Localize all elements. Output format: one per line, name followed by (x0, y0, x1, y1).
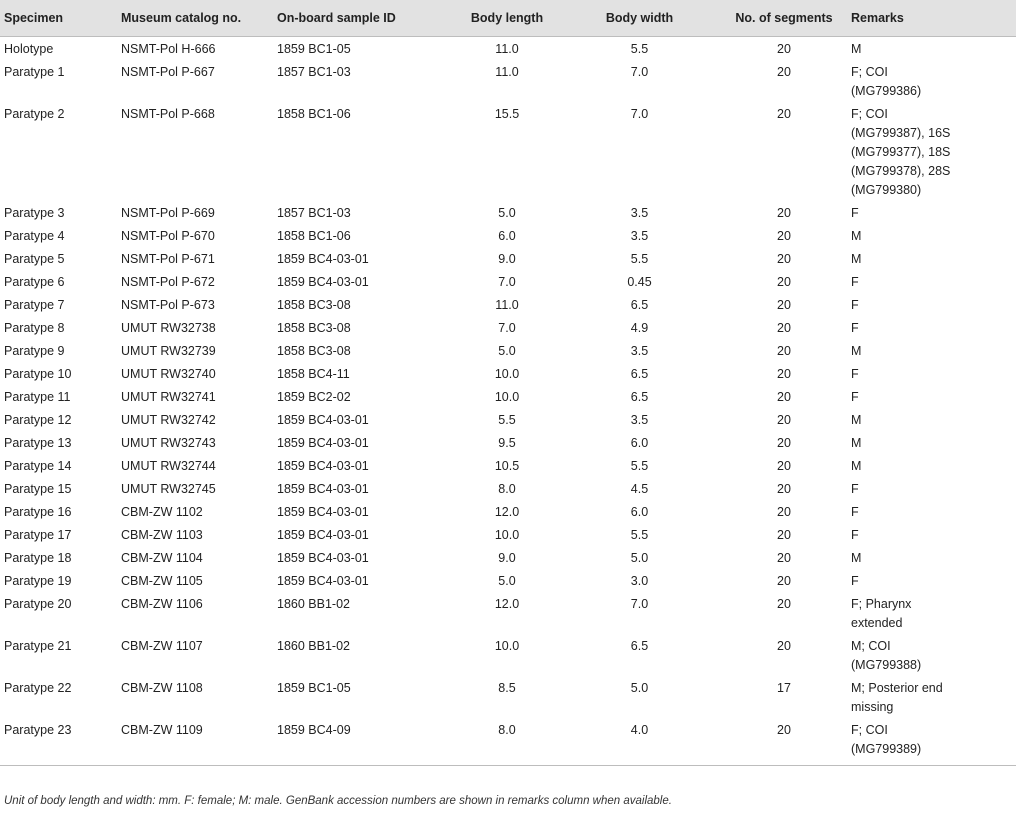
cell-sample-id: 1858 BC1-06 (277, 229, 351, 243)
header-sample-id: On-board sample ID (277, 0, 452, 37)
cell-body-length: 8.0 (498, 482, 516, 496)
cell-sample-id: 1859 BC4-03-01 (277, 482, 369, 496)
cell-sample-id: 1859 BC4-09 (277, 719, 452, 766)
table-row (0, 386, 1016, 409)
cell-segments: 20 (777, 42, 791, 56)
cell-body-length: 12.0 (494, 505, 520, 519)
cell-specimen: Holotype (4, 42, 54, 56)
cell-sample-id: 1860 BB1-02 (277, 597, 350, 611)
header-museum-catalog: Museum catalog no. (121, 0, 277, 37)
cell-remarks: F (851, 574, 859, 588)
cell-remarks: M (851, 413, 862, 427)
cell-remarks: F (851, 275, 859, 289)
cell-body-length: 10.0 (494, 367, 520, 381)
header-segments: No. of segments (717, 0, 851, 37)
table-row (0, 202, 1016, 225)
cell-segments: 17 (777, 681, 791, 695)
cell-sample-id: 1859 BC4-03-01 (277, 275, 369, 289)
cell-specimen: Paratype 14 (4, 459, 72, 473)
table-row (0, 225, 1016, 248)
cell-body-length: 5.0 (498, 344, 516, 358)
cell-body-width: 5.5 (630, 528, 649, 542)
cell-segments: 20 (777, 413, 791, 427)
cell-body-width: 5.0 (630, 681, 649, 695)
cell-remarks: F (851, 528, 859, 542)
cell-segments: 20 (777, 206, 791, 220)
cell-specimen: Paratype 17 (4, 528, 72, 542)
cell-catalog-no: CBM-ZW 1109 (121, 719, 277, 766)
cell-body-length: 15.5 (494, 107, 520, 121)
cell-catalog-no: NSMT-Pol P-667 (121, 65, 215, 79)
cell-catalog-no: UMUT RW32742 (121, 413, 216, 427)
cell-body-length: 9.0 (498, 252, 516, 266)
cell-body-width: 4.5 (630, 482, 649, 496)
cell-remarks: F; COI (MG799389) (851, 719, 1016, 766)
cell-catalog-no: NSMT-Pol P-670 (121, 229, 215, 243)
cell-remarks: F (851, 390, 859, 404)
cell-sample-id: 1859 BC4-03-01 (277, 505, 369, 519)
table-row (0, 432, 1016, 455)
cell-body-width: 6.5 (630, 390, 649, 404)
cell-body-width: 3.5 (630, 229, 649, 243)
cell-segments: 20 (777, 597, 791, 611)
cell-body-width: 5.5 (630, 252, 649, 266)
cell-sample-id: 1859 BC4-03-01 (277, 436, 369, 450)
cell-body-width: 3.5 (630, 344, 649, 358)
cell-segments: 20 (777, 551, 791, 565)
cell-catalog-no: UMUT RW32744 (121, 459, 216, 473)
cell-body-width: 6.5 (630, 298, 649, 312)
table-row (0, 37, 1016, 62)
cell-catalog-no: CBM-ZW 1104 (121, 551, 203, 565)
cell-body-width: 6.5 (630, 639, 649, 653)
cell-segments: 20 (717, 719, 851, 766)
header-remarks: Remarks (851, 0, 1016, 37)
cell-catalog-no: CBM-ZW 1105 (121, 574, 203, 588)
table-row (0, 271, 1016, 294)
cell-sample-id: 1858 BC3-08 (277, 298, 351, 312)
cell-body-width: 5.0 (630, 551, 649, 565)
cell-body-length: 8.5 (498, 681, 516, 695)
cell-remarks: F; Pharynx extended (851, 597, 912, 630)
cell-remarks: M (851, 252, 862, 266)
table-row (0, 524, 1016, 547)
cell-body-length: 10.5 (494, 459, 520, 473)
cell-body-length: 8.0 (452, 719, 562, 766)
cell-specimen: Paratype 11 (4, 390, 71, 404)
table-header (0, 0, 1016, 37)
cell-body-width: 3.5 (630, 413, 649, 427)
cell-catalog-no: CBM-ZW 1102 (121, 505, 203, 519)
cell-sample-id: 1858 BC1-06 (277, 107, 351, 121)
table-row (0, 317, 1016, 340)
header-body-width: Body width (562, 0, 717, 37)
cell-body-width: 7.0 (630, 597, 649, 611)
table-body (0, 37, 1016, 766)
cell-segments: 20 (777, 275, 791, 289)
table-row (0, 677, 1016, 719)
cell-body-length: 9.0 (498, 551, 516, 565)
cell-specimen: Paratype 6 (4, 275, 65, 289)
cell-segments: 20 (777, 528, 791, 542)
cell-specimen: Paratype 4 (4, 229, 65, 243)
table-row (0, 409, 1016, 432)
cell-remarks: F (851, 367, 859, 381)
cell-body-length: 11.0 (495, 298, 519, 312)
cell-catalog-no: NSMT-Pol P-673 (121, 298, 215, 312)
cell-body-length: 5.0 (498, 206, 516, 220)
cell-sample-id: 1859 BC4-03-01 (277, 551, 369, 565)
cell-specimen: Paratype 22 (4, 681, 72, 695)
table-row (0, 478, 1016, 501)
cell-remarks: F; COI (MG799386) (851, 65, 922, 98)
cell-specimen: Paratype 5 (4, 252, 65, 266)
cell-segments: 20 (777, 459, 791, 473)
cell-body-length: 10.0 (494, 639, 520, 653)
cell-body-width: 6.0 (630, 436, 649, 450)
cell-segments: 20 (777, 107, 791, 121)
cell-body-width: 3.0 (630, 574, 649, 588)
cell-specimen: Paratype 8 (4, 321, 65, 335)
cell-remarks: F (851, 505, 859, 519)
table-row (0, 719, 1016, 766)
table-row (0, 103, 1016, 202)
cell-segments: 20 (777, 436, 791, 450)
cell-remarks: M; Posterior end missing (851, 681, 943, 714)
cell-sample-id: 1858 BC3-08 (277, 344, 351, 358)
table-footnote: Unit of body length and width: mm. F: female; M: male. GenBank accession numbers are shown in remarks column when available. (4, 795, 672, 807)
cell-remarks: F; COI (MG799387), 16S (MG799377), 18S (MG799378), 28S (MG799380) (851, 107, 951, 197)
table-row (0, 570, 1016, 593)
cell-body-width: 6.5 (630, 367, 649, 381)
cell-specimen: Paratype 23 (0, 719, 121, 766)
cell-remarks: M (851, 229, 862, 243)
cell-body-width: 4.9 (630, 321, 649, 335)
cell-segments: 20 (777, 252, 791, 266)
cell-specimen: Paratype 10 (4, 367, 72, 381)
cell-segments: 20 (777, 229, 791, 243)
cell-remarks: M (851, 436, 862, 450)
cell-segments: 20 (777, 390, 791, 404)
cell-remarks: M (851, 42, 862, 56)
cell-body-length: 10.0 (494, 390, 520, 404)
cell-body-length: 5.0 (498, 574, 516, 588)
cell-sample-id: 1860 BB1-02 (277, 639, 350, 653)
cell-remarks: M (851, 551, 862, 565)
cell-catalog-no: UMUT RW32739 (121, 344, 216, 358)
table-row (0, 547, 1016, 570)
cell-catalog-no: UMUT RW32738 (121, 321, 216, 335)
cell-catalog-no: CBM-ZW 1106 (121, 597, 203, 611)
cell-body-width: 6.0 (630, 505, 649, 519)
cell-catalog-no: UMUT RW32743 (121, 436, 216, 450)
cell-specimen: Paratype 21 (4, 639, 72, 653)
cell-specimen: Paratype 16 (4, 505, 72, 519)
cell-catalog-no: UMUT RW32745 (121, 482, 216, 496)
cell-catalog-no: UMUT RW32741 (121, 390, 216, 404)
cell-sample-id: 1859 BC1-05 (277, 681, 351, 695)
table-row (0, 593, 1016, 635)
cell-remarks: F (851, 206, 859, 220)
cell-body-width: 0.45 (627, 275, 652, 289)
cell-specimen: Paratype 20 (4, 597, 72, 611)
cell-catalog-no: NSMT-Pol P-669 (121, 206, 215, 220)
cell-body-width: 5.5 (630, 459, 649, 473)
cell-sample-id: 1859 BC1-05 (277, 42, 351, 56)
cell-remarks: M; COI (MG799388) (851, 639, 922, 672)
cell-segments: 20 (777, 367, 791, 381)
cell-segments: 20 (777, 505, 791, 519)
cell-remarks: F (851, 482, 859, 496)
cell-body-length: 12.0 (494, 597, 520, 611)
cell-body-width: 5.5 (630, 42, 649, 56)
cell-body-length: 7.0 (498, 275, 516, 289)
cell-specimen: Paratype 19 (4, 574, 72, 588)
cell-catalog-no: NSMT-Pol P-671 (121, 252, 215, 266)
cell-catalog-no: NSMT-Pol H-666 (121, 42, 216, 56)
cell-remarks: F (851, 321, 859, 335)
cell-body-length: 5.5 (498, 413, 516, 427)
cell-catalog-no: NSMT-Pol P-672 (121, 275, 215, 289)
cell-catalog-no: UMUT RW32740 (121, 367, 216, 381)
cell-body-length: 10.0 (494, 528, 520, 542)
cell-sample-id: 1857 BC1-03 (277, 206, 351, 220)
cell-specimen: Paratype 1 (4, 65, 65, 79)
cell-sample-id: 1859 BC4-03-01 (277, 252, 369, 266)
cell-body-length: 11.0 (495, 65, 519, 79)
cell-segments: 20 (777, 65, 791, 79)
cell-sample-id: 1858 BC4-11 (277, 367, 350, 381)
cell-segments: 20 (777, 639, 791, 653)
cell-body-width: 4.0 (562, 719, 717, 766)
cell-sample-id: 1859 BC2-02 (277, 390, 351, 404)
cell-segments: 20 (777, 298, 791, 312)
cell-body-width: 7.0 (630, 65, 649, 79)
table-row (0, 501, 1016, 524)
cell-specimen: Paratype 9 (4, 344, 65, 358)
table-row (0, 248, 1016, 271)
cell-catalog-no: CBM-ZW 1108 (121, 681, 203, 695)
cell-specimen: Paratype 3 (4, 206, 65, 220)
cell-specimen: Paratype 7 (4, 298, 65, 312)
table-row (0, 340, 1016, 363)
cell-segments: 20 (777, 574, 791, 588)
cell-sample-id: 1859 BC4-03-01 (277, 459, 369, 473)
cell-specimen: Paratype 12 (4, 413, 72, 427)
cell-specimen: Paratype 18 (4, 551, 72, 565)
header-specimen: Specimen (0, 0, 121, 37)
cell-remarks: M (851, 344, 862, 358)
cell-specimen: Paratype 13 (4, 436, 72, 450)
cell-remarks: M (851, 459, 862, 473)
cell-sample-id: 1857 BC1-03 (277, 65, 351, 79)
cell-sample-id: 1859 BC4-03-01 (277, 574, 369, 588)
cell-specimen: Paratype 15 (4, 482, 72, 496)
cell-sample-id: 1858 BC3-08 (277, 321, 351, 335)
cell-catalog-no: CBM-ZW 1107 (121, 639, 203, 653)
cell-body-width: 3.5 (630, 206, 649, 220)
cell-catalog-no: NSMT-Pol P-668 (121, 107, 215, 121)
cell-body-length: 7.0 (498, 321, 516, 335)
table-row (0, 635, 1016, 677)
table-row (0, 455, 1016, 478)
cell-segments: 20 (777, 321, 791, 335)
cell-body-length: 9.5 (498, 436, 516, 450)
table-row (0, 61, 1016, 103)
cell-body-length: 6.0 (498, 229, 516, 243)
cell-segments: 20 (777, 344, 791, 358)
table-row (0, 363, 1016, 386)
table-row (0, 294, 1016, 317)
cell-catalog-no: CBM-ZW 1103 (121, 528, 203, 542)
cell-sample-id: 1859 BC4-03-01 (277, 413, 369, 427)
cell-segments: 20 (777, 482, 791, 496)
cell-body-length: 11.0 (495, 42, 519, 56)
header-body-length: Body length (452, 0, 562, 37)
cell-sample-id: 1859 BC4-03-01 (277, 528, 369, 542)
cell-specimen: Paratype 2 (4, 107, 65, 121)
cell-body-width: 7.0 (630, 107, 649, 121)
cell-remarks: F (851, 298, 859, 312)
